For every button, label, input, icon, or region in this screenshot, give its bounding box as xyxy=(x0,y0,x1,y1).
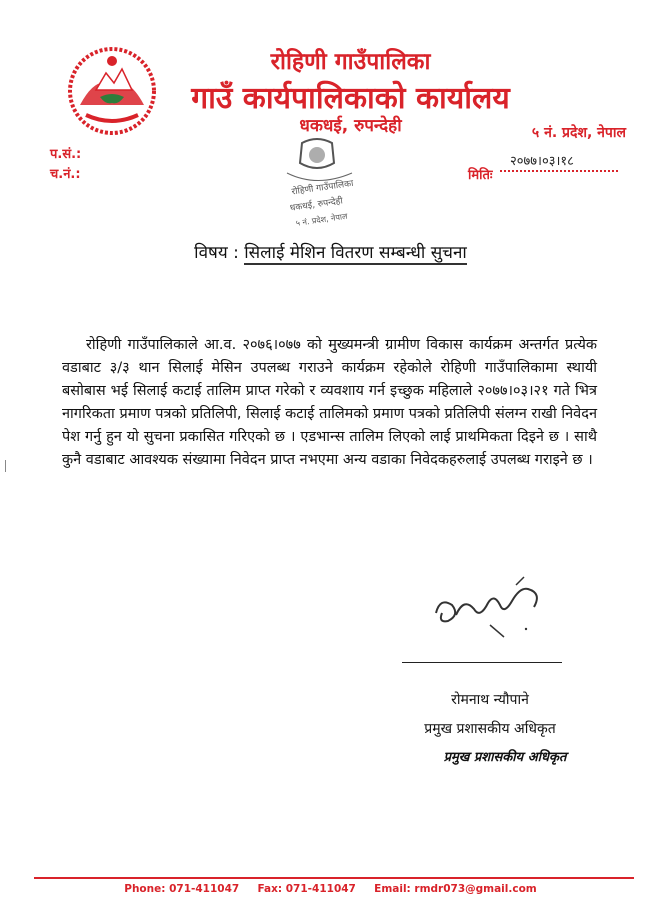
date-value: २०७७।०३।१८ xyxy=(510,154,574,169)
signature-line xyxy=(402,662,562,663)
handwritten-signature xyxy=(430,575,560,645)
signatory-name: रोमनाथ न्यौपाने xyxy=(451,692,529,708)
subject-line xyxy=(0,240,661,263)
subject-label: विषय : xyxy=(194,243,239,263)
footer-fax: Fax: 071-411047 xyxy=(257,883,356,895)
letterhead-province: ५ नं. प्रदेश, नेपाल xyxy=(531,125,626,141)
stamp-line-1: रोहिणी गाउँपालिका xyxy=(290,178,355,198)
signatory-title-stamp: प्रमुख प्रशासकीय अधिकृत xyxy=(443,750,567,765)
notice-body-paragraph: रोहिणी गाउँपालिकाले आ.व. २०७६।०७७ को मुख्यमन्त्री ग्रामीण विकास कार्यक्रम अन्तर्गत प्रत्येक वडाबाट ३/३ थान सिलाई मेसिन उपलब्ध गराउने कार्यक्रम रहेकोले रोहिणी गाउँपालिकामा स्थायी बसोबास भई सिलाई कटाई तालिम प्राप्त गरेको र व्यवशाय गर्न इच्छुक महिलाले २०७७।०३।२१ गते भित्र नागरिकता प्रमाण पत्रको प्रतिलिपी, सिलाई कटाई तालिमको प्रमाण पत्रको प्रतिलिपी संलग्न राखी निवेदन पेश गर्नु हुन यो सुचना प्रकासित गरिएको छ । एडभान्स तालिम लिएको लाई प्राथमिकता दिइने छ । साथै कुनै वडाबाट आवश्यक संख्यामा निवेदन प्राप्त नभएमा अन्य वडाका निवेदकहरुलाई उपलब्ध गराइने छ । xyxy=(62,337,597,468)
subject-text: सिलाई मेशिन वितरण सम्बन्धी सुचना xyxy=(244,243,467,263)
footer-contacts xyxy=(0,883,661,895)
office-stamp xyxy=(262,133,372,233)
patra-sankhya-label: प.सं.: xyxy=(50,147,82,162)
letterhead-office-name: गाउँ कार्यपालिकाको कार्यालय xyxy=(191,81,510,116)
footer-email: Email: rmdr073@gmail.com xyxy=(374,883,537,895)
footer-divider xyxy=(34,877,634,879)
letterhead-municipality-name: रोहिणी गाउँपालिका xyxy=(270,49,431,75)
signatory-title: प्रमुख प्रशासकीय अधिकृत xyxy=(424,721,556,737)
date-label: मितिः xyxy=(468,168,493,183)
chalani-number-label: च.नं.: xyxy=(50,167,81,182)
margin-mark xyxy=(5,460,12,472)
letterhead-address: धकधई, रुपन्देही xyxy=(299,116,402,136)
date-dotted-line xyxy=(500,170,618,172)
stamp-line-2: धकधई, रुपन्देही xyxy=(289,196,344,214)
footer-phone: Phone: 071-411047 xyxy=(124,883,240,895)
stamp-line-3: ५ नं. प्रदेश, नेपाल xyxy=(295,211,349,228)
